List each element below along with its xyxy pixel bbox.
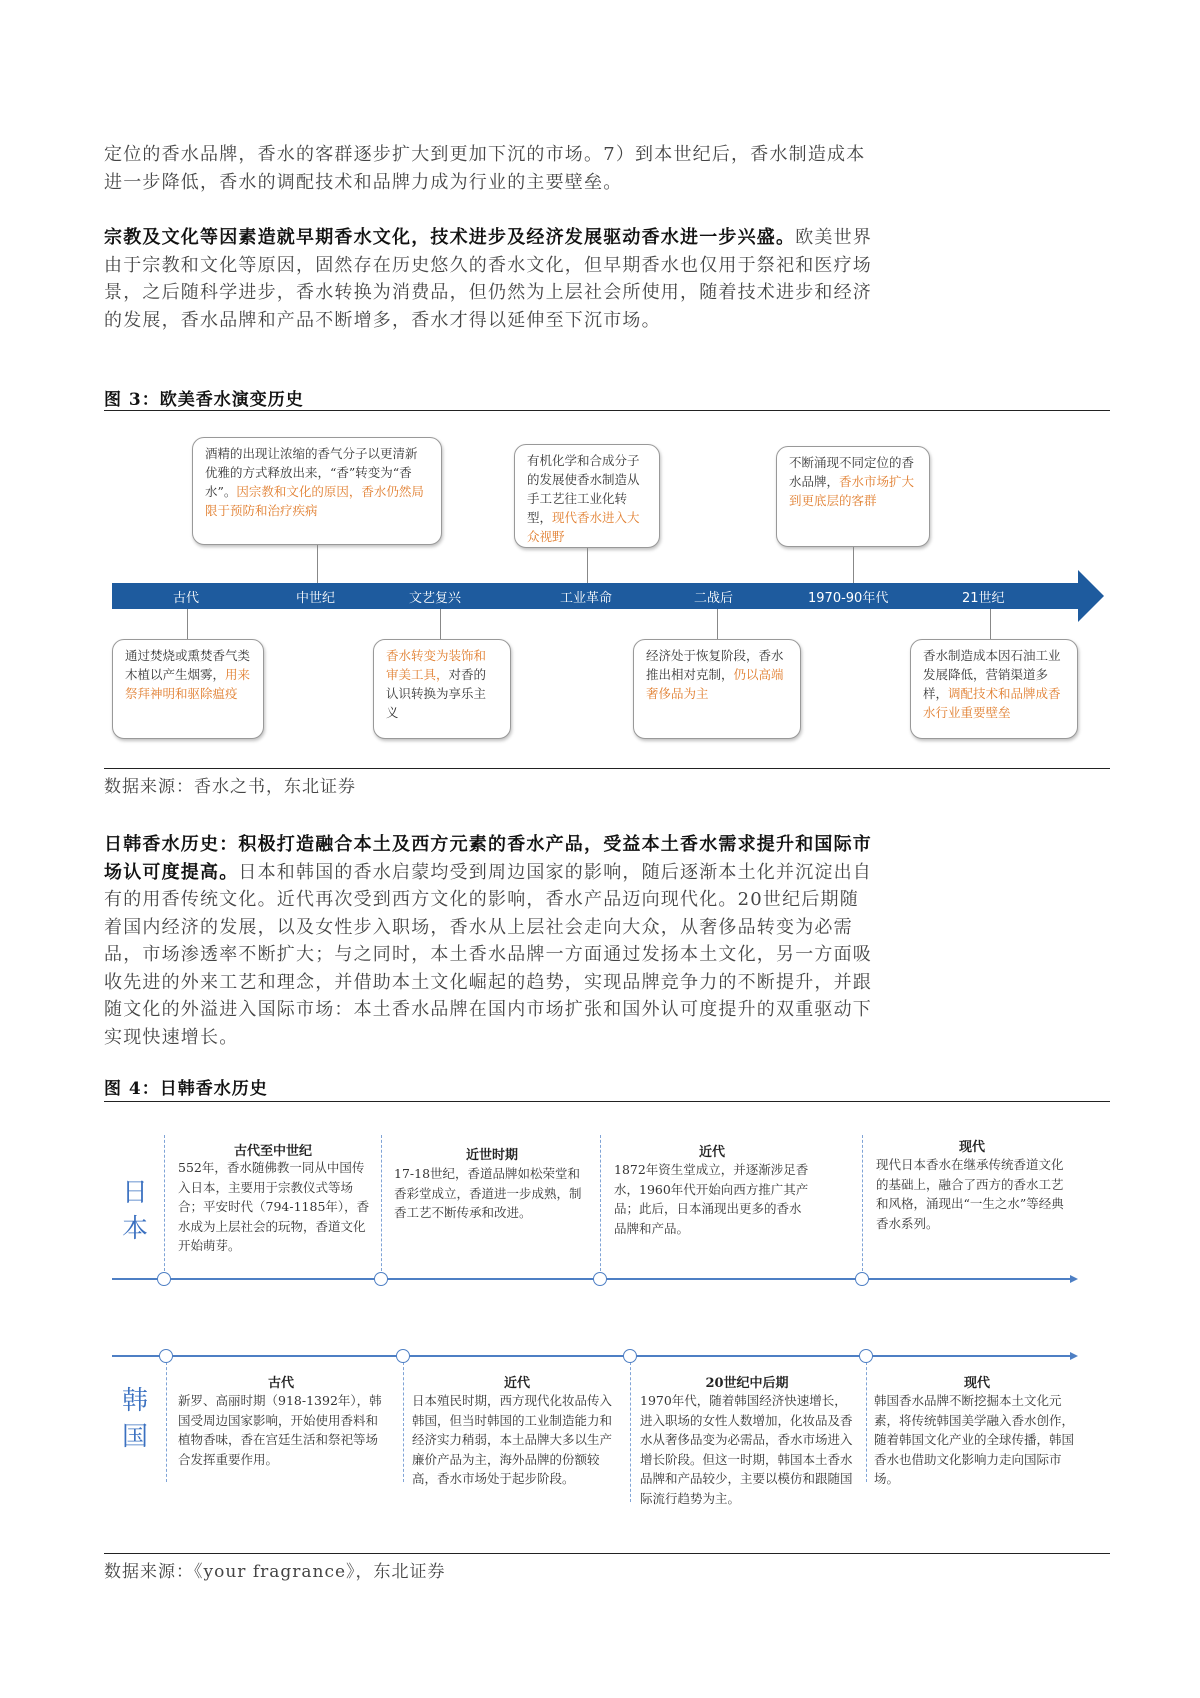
fig3-connector	[440, 609, 441, 639]
korea-col-text: 韩国香水品牌不断挖掘本土文化元素，将传统韩国美学融入香水创作，随着韩国文化产业的全球传播，韩国香水也借助文化影响力走向国际市场。	[874, 1393, 1075, 1486]
intro-paragraph: 定位的香水品牌，香水的客群逐步扩大到更加下沉的市场。7）到本世纪后，香水制造成本进一步降低，香水的调配技术和品牌力成为行业的主要壁垒。	[104, 144, 866, 193]
korea-col-text: 日本殖民时期，西方现代化妆品传入韩国，但当时韩国的工业制造能力和经济实力稍弱，本土品牌大多以生产廉价产品为主，海外品牌的份额较高，香水市场处于起步阶段。	[412, 1393, 613, 1486]
fig3-connector	[187, 609, 188, 639]
figure3-source: 数据来源：香水之书，东北证券	[104, 777, 356, 797]
korea-dash	[403, 1362, 404, 1482]
korea-node	[159, 1349, 173, 1363]
fig3-bubble-industrial: 有机化学和合成分子的发展使香水制造从手工艺往工业化转型，现代香水进入大众视野	[514, 444, 660, 548]
korea-col-title: 现代	[963, 1376, 990, 1391]
figure3-bottom-rule	[104, 768, 1110, 769]
japan-timeline-arrow	[1070, 1275, 1078, 1283]
japan-label: 日本	[121, 1178, 148, 1244]
fig3-bubble-ancient: 通过焚烧或熏焚香气类木植以产生烟雾，用来祭拜神明和驱除瘟疫	[112, 639, 264, 739]
korea-node	[623, 1349, 637, 1363]
era-label: 文艺复兴	[409, 591, 462, 606]
fig3-connector	[317, 545, 318, 583]
era-label: 二战后	[694, 591, 734, 606]
fig3-timeline-arrowhead	[1078, 570, 1104, 622]
fig3-connector	[717, 609, 718, 639]
korea-label: 韩国	[121, 1386, 148, 1452]
korea-col-title: 20世纪中后期	[705, 1376, 789, 1391]
era-label: 工业革命	[560, 591, 613, 606]
japan-node	[157, 1272, 171, 1286]
section1-heading: 宗教及文化等因素造就早期香水文化，技术进步及经济发展驱动香水进一步兴盛。	[104, 227, 796, 248]
section1-paragraph	[104, 224, 874, 334]
japan-dash	[164, 1135, 165, 1271]
figure4-title: 图 4：日韩香水历史	[104, 1079, 268, 1099]
japan-col-text: 现代日本香水在继承传统香道文化的基础上，融合了西方的香水工艺和风格，涌现出“一生之水”等经典香水系列。	[876, 1157, 1064, 1231]
korea-node	[396, 1349, 410, 1363]
korea-col-text: 1970年代，随着韩国经济快速增长，进入职场的女性人数增加，化妆品及香水从奢侈品变为必需品，香水市场进入增长阶段。但这一时期，韩国本土香水品牌和产品较少，主要以模仿和跟随国际流行趋势为主。	[640, 1393, 853, 1506]
korea-node	[859, 1349, 873, 1363]
era-label: 21世纪	[962, 591, 1005, 606]
japan-col-title: 近代	[698, 1145, 725, 1160]
figure4-bottom-rule	[104, 1553, 1110, 1554]
japan-col-text: 552年，香水随佛教一同从中国传入日本，主要用于宗教仪式等场合；平安时代（794-1185年），香水成为上层社会的玩物，香道文化开始萌芽。	[178, 1160, 370, 1253]
japan-col-text: 1872年资生堂成立，并逐渐涉足香水，1960年代开始向西方推广其产品；此后，日本涌现出更多的香水品牌和产品。	[614, 1162, 809, 1236]
fig3-connector	[853, 547, 854, 583]
korea-dash	[166, 1362, 167, 1482]
japan-col-title: 近世时期	[465, 1148, 518, 1163]
figure3-top-rule	[104, 410, 1110, 411]
figure4-source: 数据来源：《your fragrance》，东北证券	[104, 1562, 446, 1582]
japan-col-text: 17-18世纪，香道品牌如松荣堂和香彩堂成立，香道进一步成熟，制香工艺不断传承和改进。	[394, 1166, 582, 1220]
korea-dash	[630, 1362, 631, 1502]
fig3-bubble-middle-ages: 酒精的出现让浓缩的香气分子以更清新优雅的方式释放出来，“香”转变为“香水”。因宗教和文化的原因，香水仍然局限于预防和治疗疾病	[192, 437, 442, 545]
fig3-connector	[990, 609, 991, 639]
korea-timeline-line	[112, 1355, 1072, 1357]
japan-dash	[862, 1135, 863, 1271]
fig3-bubble-postwar: 经济处于恢复阶段，香水推出相对克制，仍以高端奢侈品为主	[633, 639, 801, 739]
japan-node	[593, 1272, 607, 1286]
japan-dash	[600, 1135, 601, 1271]
japan-timeline-line	[112, 1278, 1072, 1280]
fig3-bubble-renaissance: 香水转变为装饰和审美工具，对香的认识转换为享乐主义	[373, 639, 511, 739]
fig3-bubble-21st-century: 香水制造成本因石油工业发展降低，营销渠道多样，调配技术和品牌成香水行业重要壁垒	[910, 639, 1078, 739]
figure4-top-rule	[104, 1101, 1110, 1102]
japan-col-title: 现代	[958, 1140, 985, 1155]
japan-dash	[381, 1135, 382, 1271]
section2-body: 日本和韩国的香水启蒙均受到周边国家的影响，随后逐渐本土化并沉淀出自有的用香传统文化。近代再次受到西方文化的影响，香水产品迈向现代化。20世纪后期随着国内经济的发展，以及女性步入职场，香水从上层社会走向大众，从奢侈品转变为必需品，市场渗透率不断扩大；与之同时，本土香水品牌一方面通过发扬本土文化，另一方面吸收先进的外来工艺和理念，并借助本土文化崛起的趋势，实现品牌竞争力的不断提升，并跟随文化的外溢进入国际市场：本土香水品牌在国内市场扩张和国外认可度提升的双重驱动下实现快速增长。	[104, 861, 873, 1048]
section2-heading: 日韩香水历史：积极打造融合本土及西方元素的香水产品，受益本土香水需求提升和国际市场认可度提高。	[104, 834, 872, 883]
japan-node	[855, 1272, 869, 1286]
figure3-title: 图 3：欧美香水演变历史	[104, 390, 304, 410]
korea-dash	[866, 1362, 867, 1482]
japan-node	[374, 1272, 388, 1286]
fig3-connector	[587, 548, 588, 583]
fig3-bubble-1970s: 不断涌现不同定位的香水品牌，香水市场扩大到更底层的客群	[776, 446, 930, 547]
korea-col-text: 新罗、高丽时期（918-1392年），韩国受周边国家影响，开始使用香料和植物香味，香在宫廷生活和祭祀等场合发挥重要作用。	[178, 1393, 382, 1467]
korea-timeline-arrow	[1070, 1352, 1078, 1360]
korea-col-title: 古代	[267, 1376, 294, 1391]
era-label: 1970-90年代	[808, 591, 889, 606]
section1-body: 欧美世界由于宗教和文化等原因，固然存在历史悠久的香水文化，但早期香水也仅用于祭祀和医疗场景，之后随科学进步，香水转换为消费品，但仍然为上层社会所使用，随着技术进步和经济的发展，香水品牌和产品不断增多，香水才得以延伸至下沉市场。	[104, 227, 873, 331]
era-label: 古代	[173, 591, 200, 606]
era-label: 中世纪	[296, 591, 336, 606]
japan-col-title: 古代至中世纪	[233, 1144, 312, 1159]
korea-col-title: 近代	[503, 1376, 530, 1391]
section2-paragraph	[104, 831, 874, 1051]
